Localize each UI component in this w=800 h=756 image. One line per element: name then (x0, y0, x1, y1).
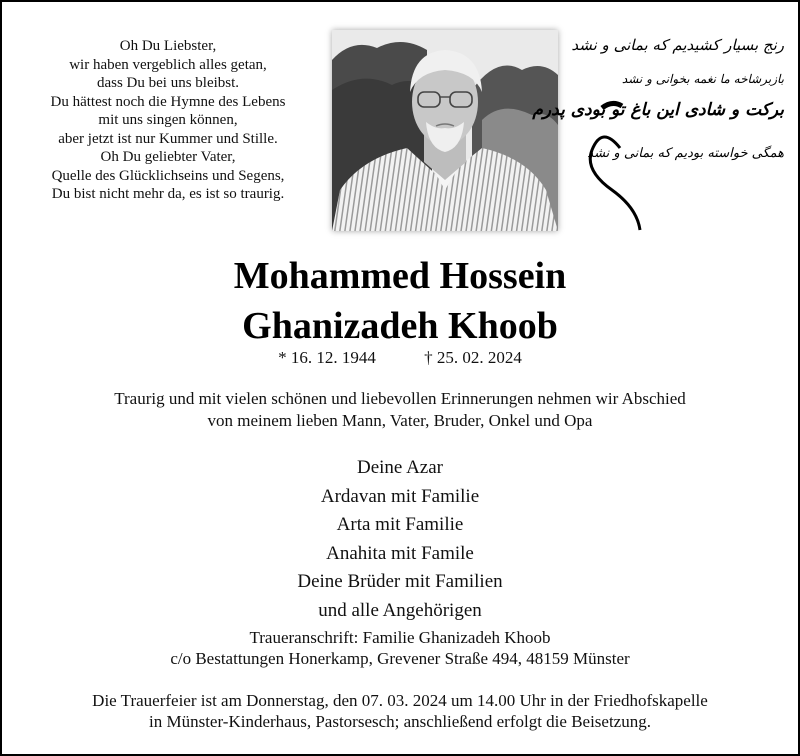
calligraphy-line: رنج بسیار کشیدیم که بمانی و نشد (571, 36, 784, 54)
funeral-service-info (2, 690, 798, 732)
death-date: † 25. 02. 2024 (424, 348, 522, 367)
calligraphy-flourish (582, 30, 792, 235)
service-line: in Münster-Kinderhaus, Pastorsesch; anschließend erfolgt die Beisetzung. (149, 712, 651, 731)
calligraphy-line: برکت و شادی این باغ تو بودی پدرم (532, 100, 784, 120)
calligraphy-line: همگی خواسته بودیم که بمانی و نشد (587, 146, 784, 161)
portrait-image (332, 30, 558, 231)
poem-line: aber jetzt ist nur Kummer und Stille. (58, 130, 278, 147)
poem-line: dass Du bei uns bleibst. (96, 75, 240, 91)
birth-date: * 16. 12. 1944 (278, 348, 376, 367)
mourner: Arta mit Familie (336, 514, 464, 535)
mourner: Ardavan mit Familie (320, 485, 480, 507)
poem-line: Du bist nicht mehr da, es ist so traurig. (51, 186, 285, 202)
poem-line: Quelle des Glücklichseins und Segens, (51, 167, 285, 184)
address-line: Traueranschrift: Familie Ghanizadeh Khoob (249, 628, 551, 647)
poem-line: wir haben vergeblich alles getan, (69, 56, 267, 73)
portrait-photo (332, 30, 558, 231)
mourner: Deine Brüder mit Familien (297, 571, 503, 592)
mourner: Deine Azar (357, 457, 443, 478)
address-line: c/o Bestattungen Honerkamp, Grevener Straße 494, 48159 Münster (170, 649, 630, 668)
persian-calligraphy (532, 30, 792, 235)
farewell-text (2, 388, 798, 431)
service-line: Die Trauerfeier ist am Donnerstag, den 07. 03. 2024 um 14.00 Uhr in der Friedhofskapelle (92, 691, 708, 710)
poem-line: mit uns singen können, (98, 112, 238, 128)
mourner: und alle Angehörigen (318, 599, 482, 621)
life-dates (2, 348, 798, 368)
poem (8, 37, 328, 204)
poem-line: Du hättest noch die Hymne des Lebens (50, 93, 286, 110)
deceased-name-line1: Mohammed Hossein (233, 255, 567, 297)
poem-line: Oh Du geliebter Vater, (100, 149, 236, 165)
mourners-list (2, 454, 798, 625)
mourner: Anahita mit Famile (326, 542, 474, 564)
poem-line: Oh Du Liebster, (119, 38, 217, 54)
calligraphy-line: بازبرشاخه ما نغمه بخوانی و نشد (621, 72, 784, 86)
mourning-address (2, 627, 798, 669)
farewell-line: von meinem lieben Mann, Vater, Bruder, Onkel und Opa (207, 410, 593, 430)
deceased-name-line2: Ghanizadeh Khoob (242, 305, 558, 347)
farewell-line: Traurig und mit vielen schönen und liebevollen Erinnerungen nehmen wir Abschied (114, 389, 686, 408)
